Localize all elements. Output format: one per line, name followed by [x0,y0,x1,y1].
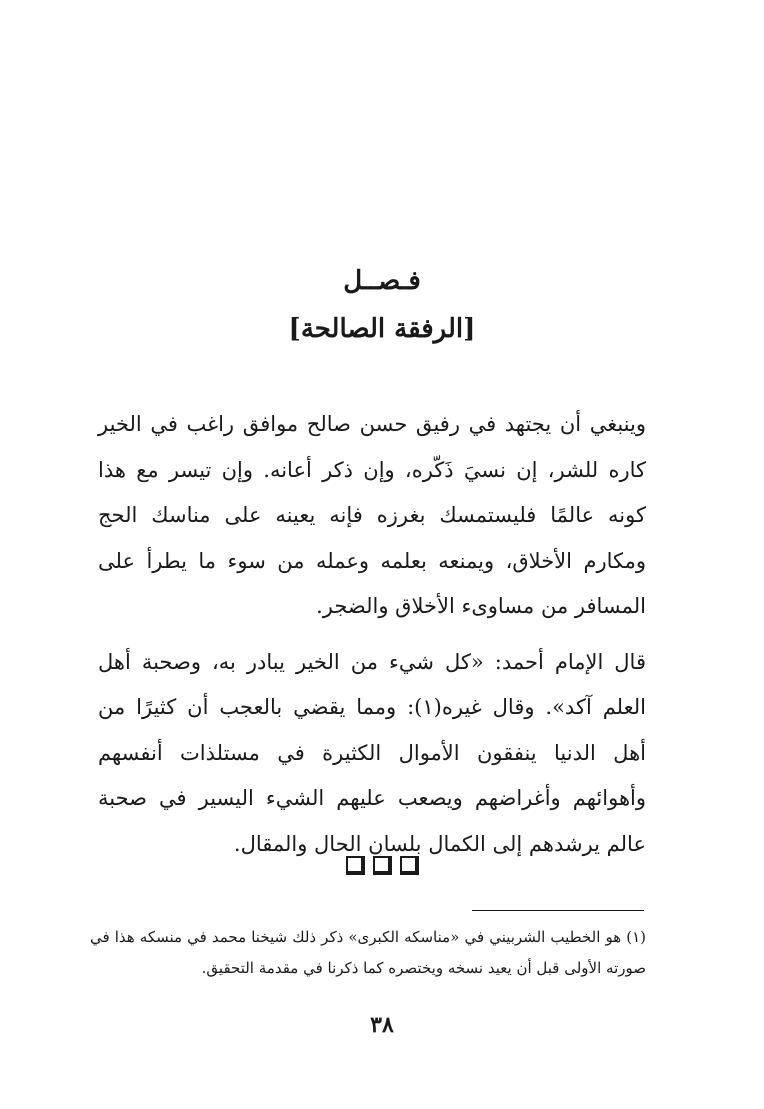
section-heading: فـصــل [343,266,421,296]
body-text [98,402,646,867]
footnote-divider [472,910,644,911]
section-separator [0,856,764,879]
section-subheading: [الرفقة الصالحة] [288,314,476,344]
footnote-1: (١) هو الخطيب الشربيني في «مناسكه الكبرى» ذكر ذلك شيخنا محمد في منسكه هذا في صورته الأولى قبل أن يعيد نسخه ويختصره كما ذكرنا في مقدمة التحقيق. [90,928,646,977]
footnotes [90,922,646,984]
page-number: ٣٨ [370,1012,394,1038]
square-ornament-icon [346,856,365,875]
paragraph-2: قال الإمام أحمد: «كل شيء من الخير يبادر به، وصحبة أهل العلم آكد». وقال غيره(١): ومما يقضي بالعجب أن كثيرًا من أهل الدنيا ينفقون الأموال الكثيرة في مستلذات أنفسهم وأهوائهم وأغراضهم ويصعب عليهم الشيء اليسير في صحبة عالم يرشدهم إلى الكمال بلسان الحال والمقال. [98,649,646,856]
square-ornament-icon [400,856,419,875]
paragraph-1: وينبغي أن يجتهد في رفيق حسن صالح موافق راغب في الخير كاره للشر، إن نسيَ ذَكّره، وإن ذكر أعانه. وإن تيسر مع هذا كونه عالمًا فليستمسك بغرزه فإنه يعينه على مناسك الحج ومكارم الأخلاق، ويمنعه بعلمه وعمله من سوء ما يطرأ على المسافر من مساوىء الأخلاق والضجر. [98,412,646,618]
square-ornament-icon [373,856,392,875]
